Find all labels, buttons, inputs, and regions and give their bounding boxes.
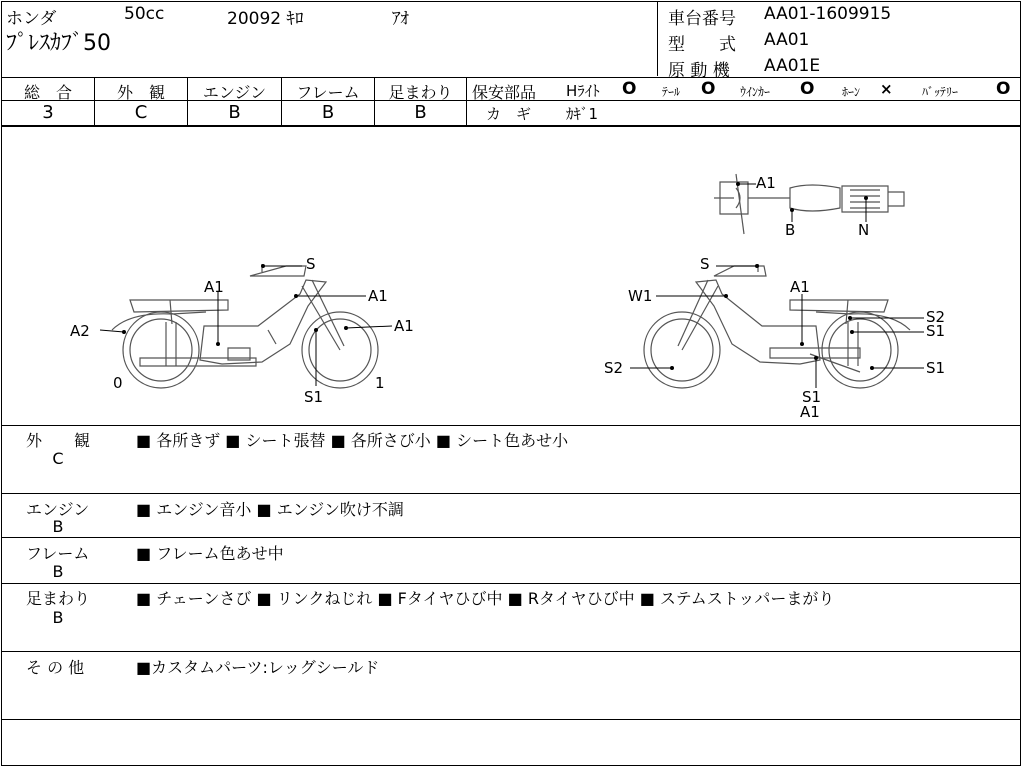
- grade-label-frame: フレーム: [296, 83, 360, 102]
- damage-label: A2: [70, 322, 90, 340]
- safety-mark-tail: O: [701, 79, 716, 99]
- key-value: ｶｷﾞ1: [566, 105, 599, 123]
- section-grade-exterior: C: [52, 449, 64, 468]
- damage-label: N: [858, 221, 870, 239]
- section-notes-exterior: ■ 各所きず ■ シート張替 ■ 各所さび小 ■ シート色あせ小: [136, 431, 569, 450]
- section-notes-engine: ■ エンジン音小 ■ エンジン吹け不調: [136, 500, 404, 519]
- damage-label: S1: [802, 388, 822, 406]
- section-grade-suspension: B: [52, 608, 64, 627]
- type-value: AA01: [764, 30, 810, 50]
- engine-label: 原 動 機: [668, 61, 730, 81]
- damage-label: 1: [375, 374, 385, 392]
- safety-item-battery: ﾊﾞｯﾃﾘｰ: [922, 85, 959, 99]
- damage-label: A1: [204, 278, 224, 296]
- damage-diagram: [0, 126, 1024, 424]
- section-notes-frame: ■ フレーム色あせ中: [136, 544, 284, 563]
- damage-label: A1: [800, 403, 820, 421]
- safety-title: 保安部品: [472, 83, 537, 102]
- rule: [2, 583, 1021, 584]
- displacement: 50cc: [124, 4, 165, 24]
- damage-label: S1: [304, 388, 324, 406]
- frame-no-label: 車台番号: [668, 9, 736, 29]
- safety-mark-battery: O: [996, 79, 1011, 99]
- safety-item-winker: ｳｲﾝｶｰ: [740, 85, 771, 99]
- grade-value-suspension: B: [414, 102, 427, 123]
- left-scooter-drawing: [112, 264, 378, 388]
- rule: [2, 537, 1021, 538]
- safety-mark-headlight: O: [622, 79, 637, 99]
- section-title-engine: エンジン: [26, 500, 90, 519]
- grade-label-engine: エンジン: [202, 83, 267, 102]
- mileage: 20092 ｷﾛ: [227, 9, 304, 29]
- maker: ホンダ: [6, 9, 57, 29]
- section-grade-frame: B: [52, 562, 64, 581]
- damage-label: B: [785, 221, 796, 239]
- section-notes-other: ■カスタムパーツ:レッグシールド: [136, 658, 380, 677]
- rule: [2, 493, 1021, 494]
- section-title-suspension: 足まわり: [26, 589, 91, 608]
- model-name: ﾌﾟﾚｽｶﾌﾞ50: [6, 31, 111, 56]
- damage-label: S: [306, 255, 316, 273]
- damage-label: A1: [394, 317, 414, 335]
- damage-label: 0: [113, 374, 123, 392]
- damage-label: S2: [926, 308, 946, 326]
- section-title-exterior: 外 観: [26, 431, 91, 450]
- damage-label: W1: [628, 287, 653, 305]
- rule: [2, 77, 1021, 78]
- damage-label: S: [700, 255, 710, 273]
- key-label: カ ギ: [486, 105, 532, 123]
- grade-label-exterior: 外 観: [116, 83, 165, 102]
- right-scooter-drawing: [644, 264, 910, 388]
- safety-mark-horn: ×: [880, 80, 893, 98]
- rule: [2, 425, 1021, 426]
- type-label: 型 式: [668, 35, 736, 55]
- top-view-scooter-drawing: [714, 174, 904, 234]
- safety-mark-winker: O: [800, 79, 815, 99]
- engine-value: AA01E: [764, 56, 821, 76]
- rule: [2, 719, 1021, 720]
- safety-item-headlight: Hﾗｲﾄ: [566, 82, 600, 100]
- frame-no: AA01-1609915: [764, 4, 892, 24]
- grade-label-overall: 総 合: [23, 83, 72, 102]
- damage-label: S1: [926, 322, 946, 340]
- damage-label: A1: [756, 174, 776, 192]
- rule: [2, 651, 1021, 652]
- safety-item-tail: ﾃｰﾙ: [662, 85, 681, 99]
- grade-value-engine: B: [228, 102, 241, 123]
- grade-value-exterior: C: [134, 102, 148, 123]
- damage-label: A1: [368, 287, 388, 305]
- section-title-other: そ の 他: [26, 658, 85, 677]
- damage-label: A1: [790, 278, 810, 296]
- grade-divider: [466, 78, 467, 125]
- color: ｱｵ: [392, 9, 409, 29]
- header-divider: [657, 2, 658, 76]
- damage-label: S2: [604, 359, 624, 377]
- safety-item-horn: ﾎｰﾝ: [842, 85, 861, 99]
- section-grade-engine: B: [52, 517, 64, 536]
- section-title-frame: フレーム: [26, 544, 90, 563]
- damage-label: S1: [926, 359, 946, 377]
- grade-value-frame: B: [321, 102, 335, 123]
- grade-label-suspension: 足まわり: [388, 83, 453, 102]
- grade-value-overall: 3: [42, 102, 54, 123]
- section-notes-suspension: ■ チェーンさび ■ リンクねじれ ■ Fタイヤひび中 ■ Rタイヤひび中 ■ ステムストッパーまがり: [136, 589, 835, 608]
